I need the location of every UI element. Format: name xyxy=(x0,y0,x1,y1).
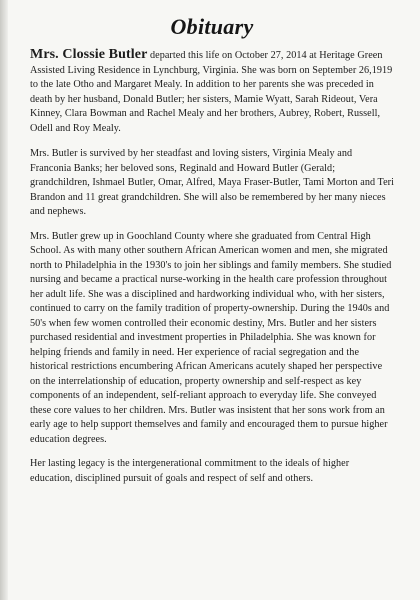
paragraph-legacy: Her lasting legacy is the intergenerational commitment to the ideals of higher education, disciplined pursuit of goals and respect of self and others. xyxy=(30,458,350,484)
deceased-name: Mrs. Clossie Butler xyxy=(30,47,148,62)
paragraph-survivors: Mrs. Butler is survived by her steadfast and loving sisters, Virginia Mealy and Franconia Banks; her beloved sons, Reginald and Howard Butler (Gerald; grandchildren, Ishmael Butler, Omar, Alfred, Maya Fraser-Butler, Tami Morton and Teri Brandon and 11 great grandchildren. She will also be remembered by her many nieces and nephews. xyxy=(30,148,394,217)
page-title: Obituary xyxy=(170,14,254,39)
paragraph-intro-text: departed this life on October 27, 2014 at Heritage Green Assisted Living Residence in Lynchburg, Virginia. She was born on September 26,1919 to the late Otho and Margaret Mealy. In addition to her parents she was preceded in death by her husband, Donald Butler; her sisters, Mamie Wyatt, Sarah Rideout, Vera Kinney, Clara Bowman and Rachel Mealy and her brothers, Aubrey, Robert, Russell, Odell and Roy Mealy. xyxy=(30,50,393,134)
paragraph-intro xyxy=(30,48,394,136)
paragraph-biography: Mrs. Butler grew up in Goochland County where she graduated from Central High School. As with many other southern African American women and men, she migrated north to Philadelphia in the 1930's to join her siblings and family members. She studied nursing and became a practical nurse-working in the health care profession throughout her adult life. She was a disciplined and hardworking individual who, with her sisters, continued to carry on the family tradition of property-ownership. During the 1940s and 50's when few women controlled their economic destiny, Mrs. Butler and her sisters purchased residential and investment properties in Philadelphia. She was known for helping friends and family in need. Her experience of racial segregation and the historical restrictions encumbering African Americans acutely shaped her perspective on the interrelationship of education, property ownership and self-respect as key components of an independent, self-reliant approach to everyday life. She conveyed these core values to her children. Mrs. Butler was insistent that her sons work from an early age to help support themselves and family and encouraged them to pursue higher education degrees. xyxy=(30,230,392,445)
